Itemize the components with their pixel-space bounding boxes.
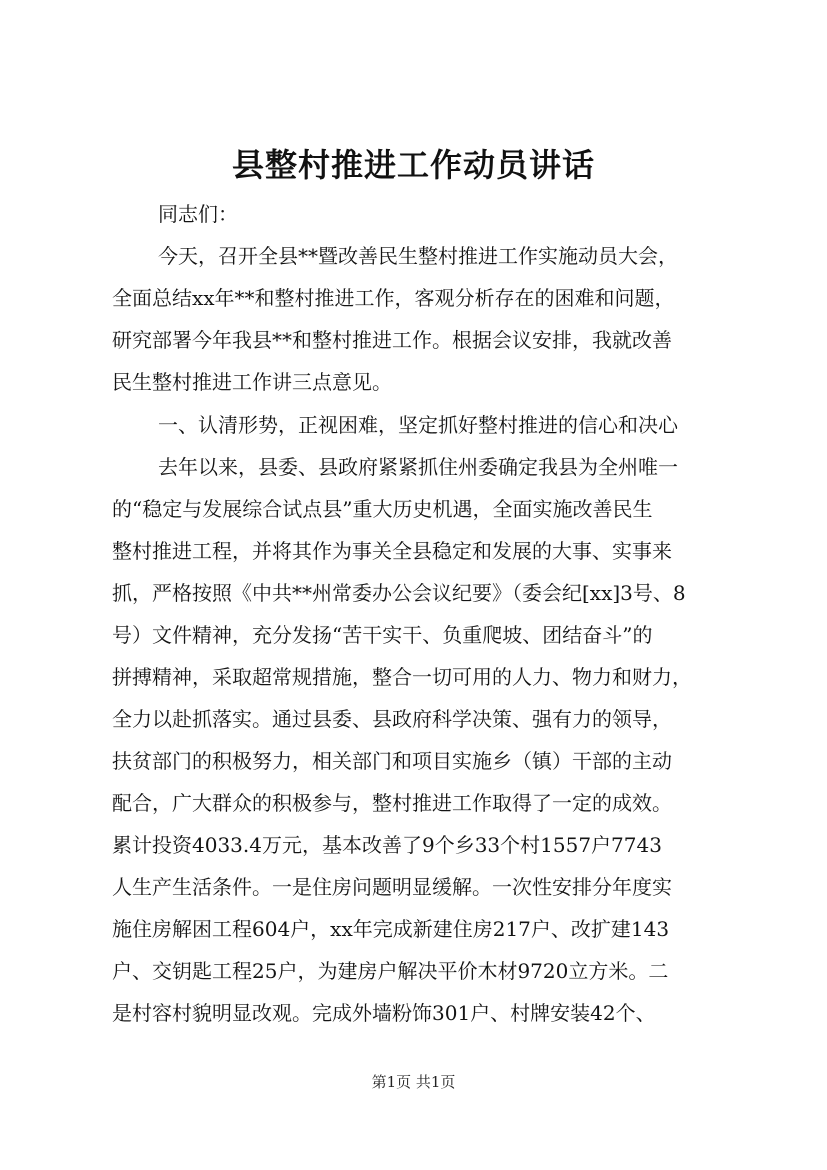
paragraph-line: 今天，召开全县**暨改善民生整村推进工作实施动员大会， <box>158 244 678 268</box>
salutation-line: 同志们： <box>158 202 238 226</box>
paragraph-line: 去年以来，县委、县政府紧紧抓住州委确定我县为全州唯一 <box>158 455 678 479</box>
paragraph-line: 民生整村推进工作讲三点意见。 <box>112 370 392 394</box>
section-heading: 一、认清形势，正视困难，坚定抓好整村推进的信心和决心 <box>158 413 678 437</box>
paragraph-line: 拼搏精神，采取超常规措施，整合一切可用的人力、物力和财力， <box>112 665 692 689</box>
paragraph-line: 全面总结xx年**和整村推进工作，客观分析存在的困难和问题， <box>112 286 675 310</box>
page-footer: 第1页 共1页 <box>371 1073 456 1091</box>
paragraph-line: 是村容村貌明显改观。完成外墙粉饰301户、村牌安装42个、 <box>112 1001 656 1025</box>
paragraph-line: 累计投资4033.4万元，基本改善了9个乡33个村1557户7743 <box>112 833 662 857</box>
paragraph-line: 配合，广大群众的积极参与，整村推进工作取得了一定的成效。 <box>112 791 672 815</box>
paragraph-line: 户、交钥匙工程25户，为建房户解决平价木材9720立方米。二 <box>112 959 669 983</box>
paragraph-line: 研究部署今年我县**和整村推进工作。根据会议安排，我就改善 <box>112 328 672 352</box>
paragraph-line: 的“稳定与发展综合试点县”重大历史机遇，全面实施改善民生 <box>112 497 653 521</box>
paragraph-line: 全力以赴抓落实。通过县委、县政府科学决策、强有力的领导， <box>112 707 672 731</box>
paragraph-line: 扶贫部门的积极努力，相关部门和项目实施乡（镇）干部的主动 <box>112 749 672 773</box>
document-title: 县整村推进工作动员讲话 <box>231 146 595 184</box>
paragraph-line: 施住房解困工程604户，xx年完成新建住房217户、改扩建143 <box>112 917 670 941</box>
paragraph-line: 人生产生活条件。一是住房问题明显缓解。一次性安排分年度实 <box>112 875 672 899</box>
paragraph-line: 号）文件精神，充分发扬“苦干实干、负重爬坡、团结奋斗”的 <box>112 623 653 647</box>
paragraph-line: 整村推进工程，并将其作为事关全县稳定和发展的大事、实事来 <box>112 539 672 563</box>
paragraph-line: 抓，严格按照《中共**州常委办公会议纪要》（委会纪[xx]3号、8 <box>112 581 686 605</box>
